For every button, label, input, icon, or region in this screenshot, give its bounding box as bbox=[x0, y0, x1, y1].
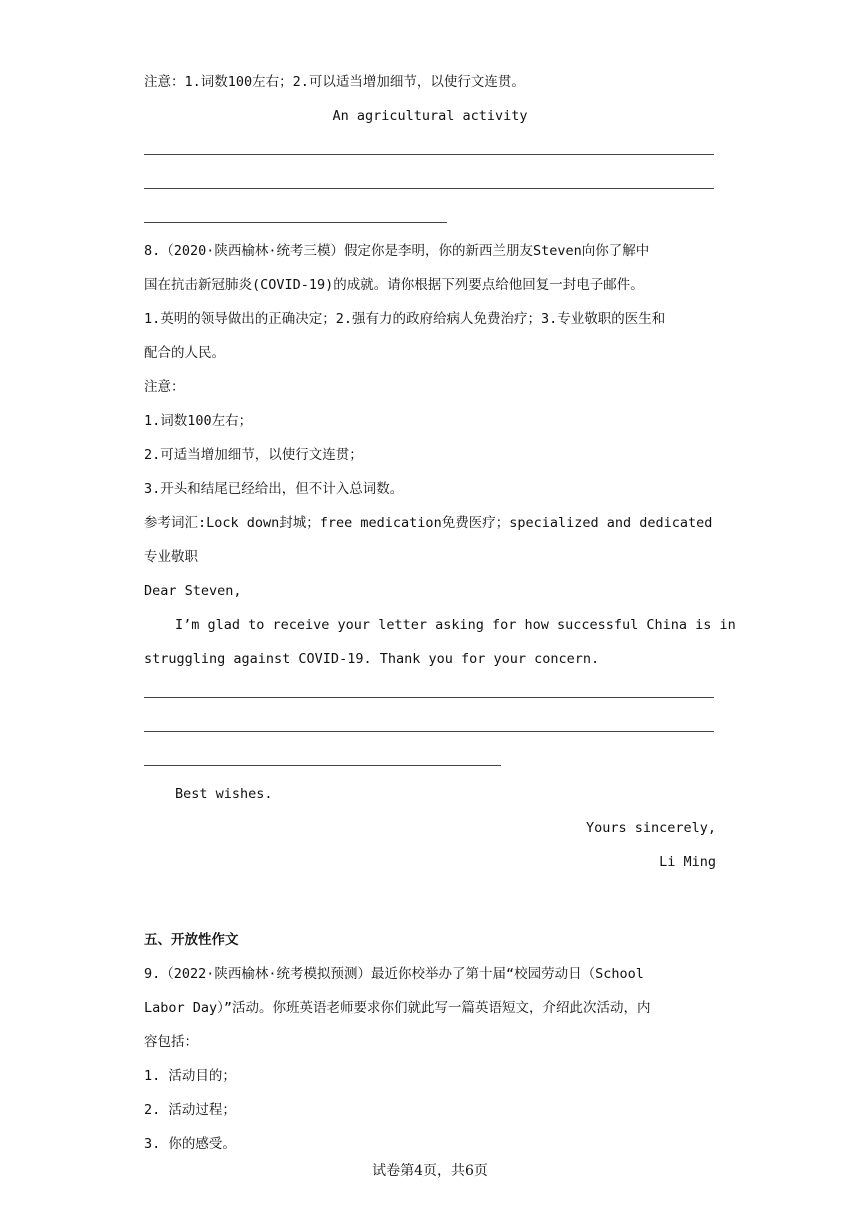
q8-note-2: 2.可适当增加细节，以使行文连贯； bbox=[144, 447, 363, 463]
q8-note-heading: 注意： bbox=[144, 379, 185, 395]
letter-closing: Best wishes. bbox=[175, 786, 273, 802]
q9-item-3: 3. 你的感受。 bbox=[144, 1136, 236, 1152]
q8-prompt-line-2: 国在抗击新冠肺炎(COVID-19)的成就。请你根据下列要点给他回复一封电子邮件。 bbox=[144, 277, 644, 293]
letter-body-line-1: I’m glad to receive your letter asking for how successful China is in bbox=[175, 617, 736, 633]
letter-greeting: Dear Steven, bbox=[144, 583, 242, 599]
letter-signature: Li Ming bbox=[659, 854, 716, 870]
q9-prompt-line-1: 9.（2022·陕西榆林·统考模拟预测）最近你校举办了第十届“校园劳动日（School bbox=[144, 966, 644, 982]
answer-line bbox=[144, 188, 714, 189]
q9-item-1: 1. 活动目的； bbox=[144, 1068, 236, 1084]
q8-points-line-1: 1.英明的领导做出的正确决定；2.强有力的政府给病人免费治疗；3.专业敬职的医生和 bbox=[144, 311, 666, 327]
q9-prompt-line-3: 容包括： bbox=[144, 1034, 198, 1050]
letter-sign-off: Yours sincerely, bbox=[585, 820, 716, 836]
letter-body-line-2: struggling against COVID-19. Thank you for your concern. bbox=[144, 651, 600, 667]
q7-note: 注意：1.词数100左右；2.可以适当增加细节，以使行文连贯。 bbox=[144, 74, 525, 90]
q8-vocab-line-2: 专业敬职 bbox=[144, 549, 198, 565]
answer-line bbox=[144, 222, 447, 223]
answer-line bbox=[144, 731, 714, 732]
page-footer: 试卷第4页，共6页 bbox=[372, 1163, 488, 1179]
q8-vocab-line-1: 参考词汇:Lock down封城；free medication免费医疗；specialized and dedicated bbox=[144, 515, 713, 531]
section-heading: 五、开放性作文 bbox=[144, 932, 239, 948]
q8-points-line-2: 配合的人民。 bbox=[144, 345, 225, 361]
answer-line bbox=[144, 765, 501, 766]
q9-item-2: 2. 活动过程； bbox=[144, 1102, 236, 1118]
answer-line bbox=[144, 154, 714, 155]
q7-essay-title: An agricultural activity bbox=[332, 108, 528, 124]
answer-line bbox=[144, 697, 714, 698]
q8-note-3: 3.开头和结尾已经给出，但不计入总词数。 bbox=[144, 481, 404, 497]
q8-prompt-line-1: 8.（2020·陕西榆林·统考三模）假定你是李明，你的新西兰朋友Steven向你了解中 bbox=[144, 243, 650, 259]
q8-note-1: 1.词数100左右； bbox=[144, 413, 253, 429]
q9-prompt-line-2: Labor Day）”活动。你班英语老师要求你们就此写一篇英语短文，介绍此次活动，内 bbox=[144, 1000, 651, 1016]
